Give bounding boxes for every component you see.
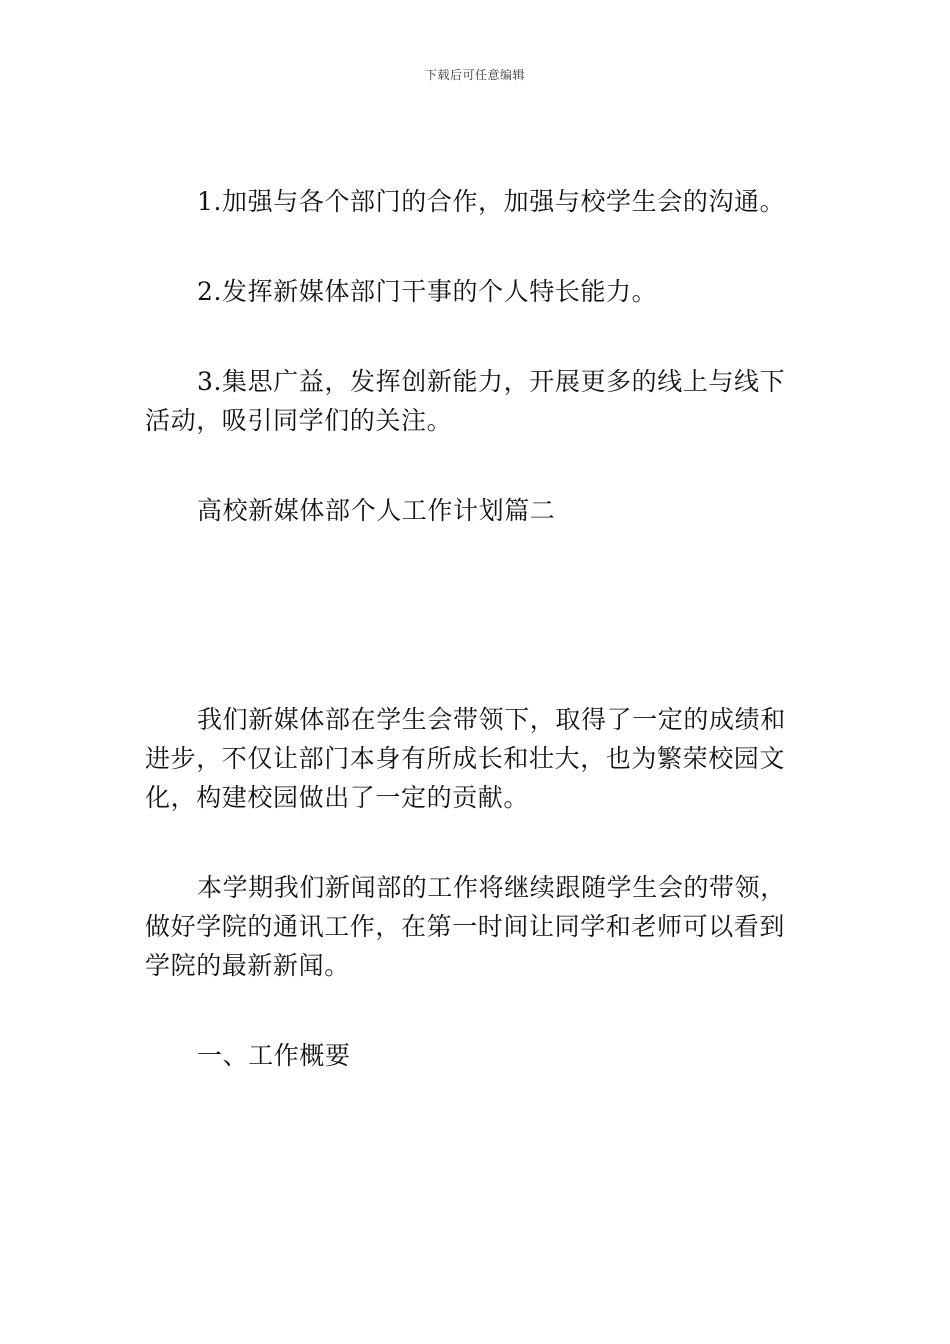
paragraph-spacer [145, 985, 807, 1036]
paragraph-item-2: 2.发挥新媒体部门干事的个人特长能力。 [197, 277, 658, 306]
paragraph-item-1: 1.加强与各个部门的合作，加强与校学生会的沟通。 [197, 187, 786, 216]
header-note: 下载后可任意编辑 [424, 68, 525, 82]
paragraph-intro: 我们新媒体部在学生会带领下，取得了一定的成绩和进步，不仅让部门本身有所成长和壮大，也为繁荣校园文化，构建校园做出了一定的贡献。 [145, 705, 786, 812]
subsection-title: 一、工作概要 [197, 1041, 351, 1070]
paragraph-semester: 本学期我们新闻部的工作将继续跟随学生会的带领，做好学院的通讯工作，在第一时间让同学和老师可以看到学院的最新新闻。 [145, 873, 786, 980]
paragraph-spacer [145, 817, 807, 868]
section-spacer [145, 530, 807, 700]
paragraph-spacer [145, 221, 807, 272]
section-title: 高校新媒体部个人工作计划篇二 [197, 496, 556, 525]
paragraph-spacer [145, 440, 807, 491]
document-body [145, 182, 807, 1075]
paragraph-item-3: 3.集思广益，发挥创新能力，开展更多的线上与线下活动，吸引同学们的关注。 [145, 367, 786, 435]
paragraph-spacer [145, 311, 807, 362]
